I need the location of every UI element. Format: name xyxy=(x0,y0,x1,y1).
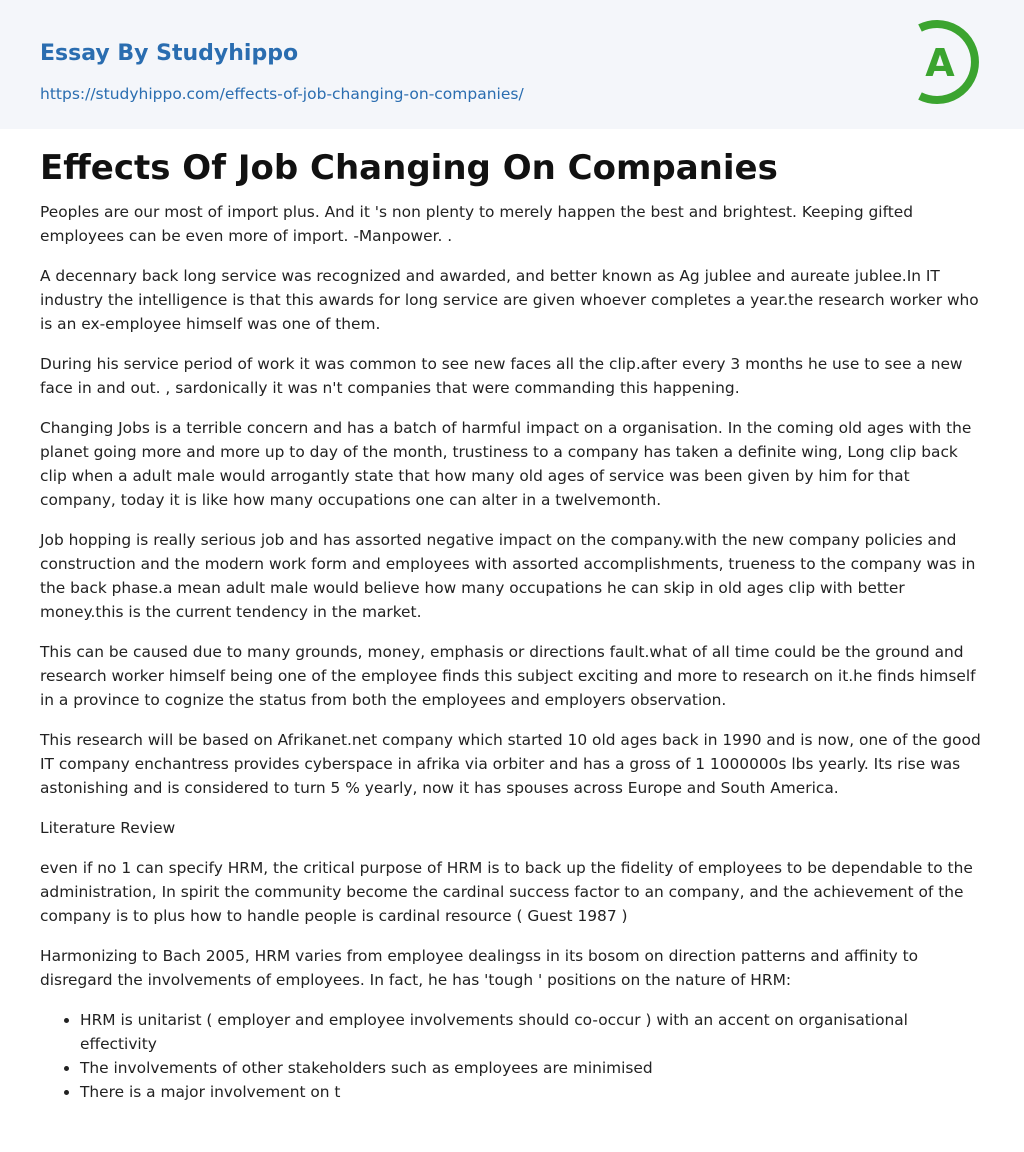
essay-paragraph: even if no 1 can specify HRM, the critical purpose of HRM is to back up the fidelity of employees to be dependable to the administration, In spirit the community become the cardinal success factor to an company, and the achievement of the company is to plus how to handle people is cardinal resource ( Guest 1987 ) xyxy=(40,859,973,925)
list-item: • There is a major involvement on t xyxy=(80,1080,988,1104)
essay-content xyxy=(40,146,988,1104)
hrm-positions-list xyxy=(40,1008,988,1104)
essay-paragraph: During his service period of work it was common to see new faces all the clip.after every 3 months he use to see a new face in and out. , sardonically it was n't companies that were commanding this happening. xyxy=(40,355,963,397)
site-header xyxy=(0,0,1024,129)
section-heading-literature-review: Literature Review xyxy=(40,819,176,837)
essay-paragraph: Changing Jobs is a terrible concern and has a batch of harmful impact on a organisation. In the coming old ages with the planet going more and more up to day of the month, trustiness to a company has taken a definite wing, Long clip back clip when a adult male would arrogantly state that how many old ages of service was been given by him for that company, today it is like how many occupations one can alter in a twelvemonth. xyxy=(40,419,972,509)
studyhippo-logo-icon[interactable] xyxy=(908,16,990,108)
essay-url-link[interactable]: https://studyhippo.com/effects-of-job-changing-on-companies/ xyxy=(40,85,524,103)
essay-paragraph: This can be caused due to many grounds, money, emphasis or directions fault.what of all time could be the ground and research worker himself being one of the employee finds this subject exciting and more to research on it.he finds himself in a province to cognize the status from both the employees and employers observation. xyxy=(40,643,976,709)
essay-title: Effects Of Job Changing On Companies xyxy=(40,148,778,188)
essay-paragraph: Peoples are our most of import plus. And it 's non plenty to merely happen the best and brightest. Keeping gifted employees can be even more of import. -Manpower. . xyxy=(40,203,914,245)
list-item: • HRM is unitarist ( employer and employee involvements should co-occur ) with an accent on organisational effectivity xyxy=(80,1008,988,1056)
essay-paragraph: A decennary back long service was recognized and awarded, and better known as Ag jublee and aureate jublee.In IT industry the intelligence is that this awards for long service are given whoever completes a year.the research worker who is an ex-employee himself was one of them. xyxy=(40,267,979,333)
site-brand[interactable]: Essay By Studyhippo xyxy=(40,41,299,66)
essay-paragraph: This research will be based on Afrikanet.net company which started 10 old ages back in 1990 and is now, one of the good IT company enchantress provides cyberspace in afrika via orbiter and has a gross of 1 1000000s lbs yearly. Its rise was astonishing and is considered to turn 5 % yearly, now it has spouses across Europe and South America. xyxy=(40,731,981,797)
essay-paragraph: Job hopping is really serious job and has assorted negative impact on the company.with the new company policies and construction and the modern work form and employees with assorted accomplishments, trueness to the company was in the back phase.a mean adult male would believe how many occupations he can skip in old ages clip with better money.this is the current tendency in the market. xyxy=(40,531,976,621)
essay-paragraph: Harmonizing to Bach 2005, HRM varies from employee dealingss in its bosom on direction patterns and affinity to disregard the involvements of employees. In fact, he has 'tough ' positions on the nature of HRM: xyxy=(40,947,919,989)
list-item: • The involvements of other stakeholders such as employees are minimised xyxy=(80,1056,988,1080)
logo-letter: A xyxy=(925,41,955,85)
